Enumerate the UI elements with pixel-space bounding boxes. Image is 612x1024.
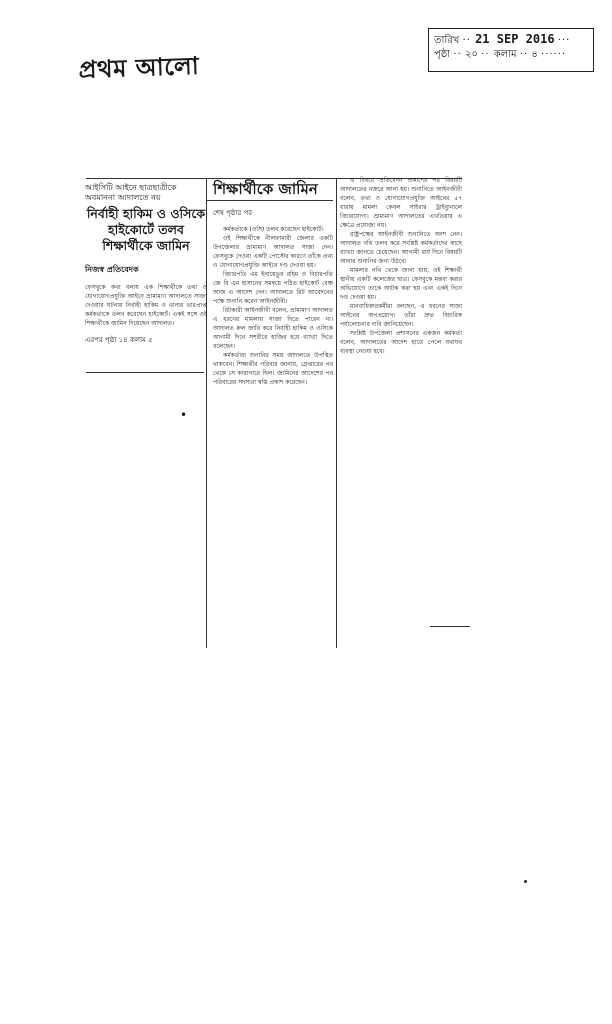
paragraph: সংশ্লিষ্ট উপজেলা প্রশাসনের একজন কর্মকর্তা বলেন, আদালতের আদেশ হাতে পেলে যথাযথ ব্যবস্থা নেওয়া হবে। [340, 330, 462, 355]
continuation-subhead: শেষ পৃষ্ঠার পর [213, 209, 253, 217]
paragraph: রিটকারী আইনজীবী বলেন, ভ্রাম্যমাণ আদালত এ ধরনের মামলায় সাজা দিতে পারেন না। আদালত রুল জারি করে নির্বাহী হাকিম ও ওসিকে আগামী দিনে সশরীরে হাজির হয়ে ব্যাখ্যা দিতে বলেছেন। [213, 307, 333, 350]
headline-line: হাইকোর্টে তলব [108, 222, 184, 237]
article-headline [85, 206, 207, 254]
article-body: ফেসবুকে কথা বলায় এক শিক্ষার্থীকে তথ্য ও যোগাযোগপ্রযুক্তি আইনে ভ্রাম্যমাণ আদালতে সাজা দেওয়ার ঘটনায় নির্বাহী হাকিম ও থানার ভারপ্রাপ্ত কর্মকর্তাকে তলব করেছেন হাইকোর্ট। একই সঙ্গে ওই শিক্ষার্থীকে জামিন দিয়েছেন আদালত। [85, 284, 207, 327]
left-article-bottom-rule [86, 372, 204, 373]
end-rule [430, 626, 470, 627]
paragraph: কর্মকর্তাকে (ওসি) তলব করেছেন হাইকোর্ট। [223, 226, 324, 233]
column-value: ৪ [531, 49, 538, 60]
paragraph: বিচারপতি এম ইনায়েতুর রহিম ও বিচারপতি জে বি এম হাসানের সমন্বয়ে গঠিত হাইকোর্ট বেঞ্চ আজ এ আদেশ দেন। আদালতে রিট আবেদনের পক্ষে শুনানি করেন আইনজীবী। [213, 271, 333, 305]
continued-note: এরপর পৃষ্ঠা ১৪ কলাম ৫ [85, 336, 153, 344]
page-value: ২০ [464, 49, 478, 60]
paragraph: কর্মকর্তারা শুনানির সময় আদালতে উপস্থিত থাকবেন। শিক্ষার্থীর পরিবার জানায়, গ্রেপ্তারের পর থেকে সে কারাগারে ছিল। জামিনের আদেশের পর পরিবারের সদস্যরা স্বস্তি প্রকাশ করেছেন। [213, 352, 333, 386]
paragraph: মানবাধিকারকর্মীরা বলছেন, এ ধরনের সাজা আইনের অপপ্রয়োগ। তাঁরা দ্রুত বিচারিক পর্যালোচনার দাবি জানিয়েছেন। [340, 303, 462, 328]
date-label: তারিখ [434, 35, 460, 46]
column-divider-right [336, 178, 337, 648]
left-article [85, 183, 207, 346]
continuation-headline: শিক্ষার্থীকে জামিন [207, 178, 333, 201]
right-column-text [340, 176, 462, 356]
date-stamp: তারিখ ·· 21 SEP 2016 ··· পৃষ্ঠা ·· ২০ ·· কলাম ·· ৪ ······ [428, 28, 594, 72]
paragraph: মামলার নথি থেকে জানা যায়, ওই শিক্ষার্থী স্থানীয় একটি কলেজের ছাত্র। ফেসবুকে মন্তব্য করার অভিযোগে তাকে আটক করা হয় এবং একই দিনে দণ্ড দেওয়া হয়। [340, 267, 462, 301]
margin-mark: • [180, 408, 188, 422]
page-label: পৃষ্ঠা [434, 49, 451, 60]
newspaper-masthead: প্রথম আলো [78, 50, 200, 84]
date-value: 21 SEP 2016 [475, 32, 555, 46]
paragraph: এ বিষয়ে প্রতিবেদন প্রকাশের পর বিষয়টি আদালতের নজরে আনা হয়। শুনানিতে আইনজীবী বলেন, তথ্য ও যোগাযোগপ্রযুক্তি আইনের ৫৭ ধারায় মামলা কেবল সাইবার ট্রাইব্যুনালে বিচারযোগ্য। ভ্রাম্যমাণ আদালতের এখতিয়ার এ ক্ষেত্রে প্রযোজ্য নয়। [340, 177, 462, 229]
paragraph: রাষ্ট্রপক্ষের আইনজীবী শুনানিতে অংশ নেন। আদালত নথি তলব করে সংশ্লিষ্ট কর্মকর্তাদের কাছে ব্যাখ্যা জানতে চেয়েছেন। আগামী ধার্য দিনে বিষয়টি আবার শুনানির জন্য উঠবে। [340, 231, 462, 265]
continuation-body [207, 225, 333, 387]
paragraph: ওই শিক্ষার্থীকে নীলফামারী জেলার একটি উপজেলার ভ্রাম্যমাণ আদালত সাজা দেন। ফেসবুকে দেওয়া একটি পোস্টের কারণে তাঁকে তথ্য ও যোগাযোগপ্রযুক্তি আইনে দণ্ড দেওয়া হয়। [213, 235, 333, 269]
headline-line: শিক্ষার্থীকে জামিন [102, 238, 190, 253]
headline-line: নির্বাহী হাকিম ও ওসিকে [86, 206, 206, 221]
scan-speck [524, 880, 527, 883]
article-byline: নিজস্ব প্রতিবেদক [85, 265, 139, 274]
article-kicker: আইসিটি আইনে ছাত্রছাত্রীকে অবমাননা আদালতে নয় [85, 183, 177, 202]
continuation-article [207, 178, 333, 387]
column-label: কলাম [493, 49, 517, 60]
